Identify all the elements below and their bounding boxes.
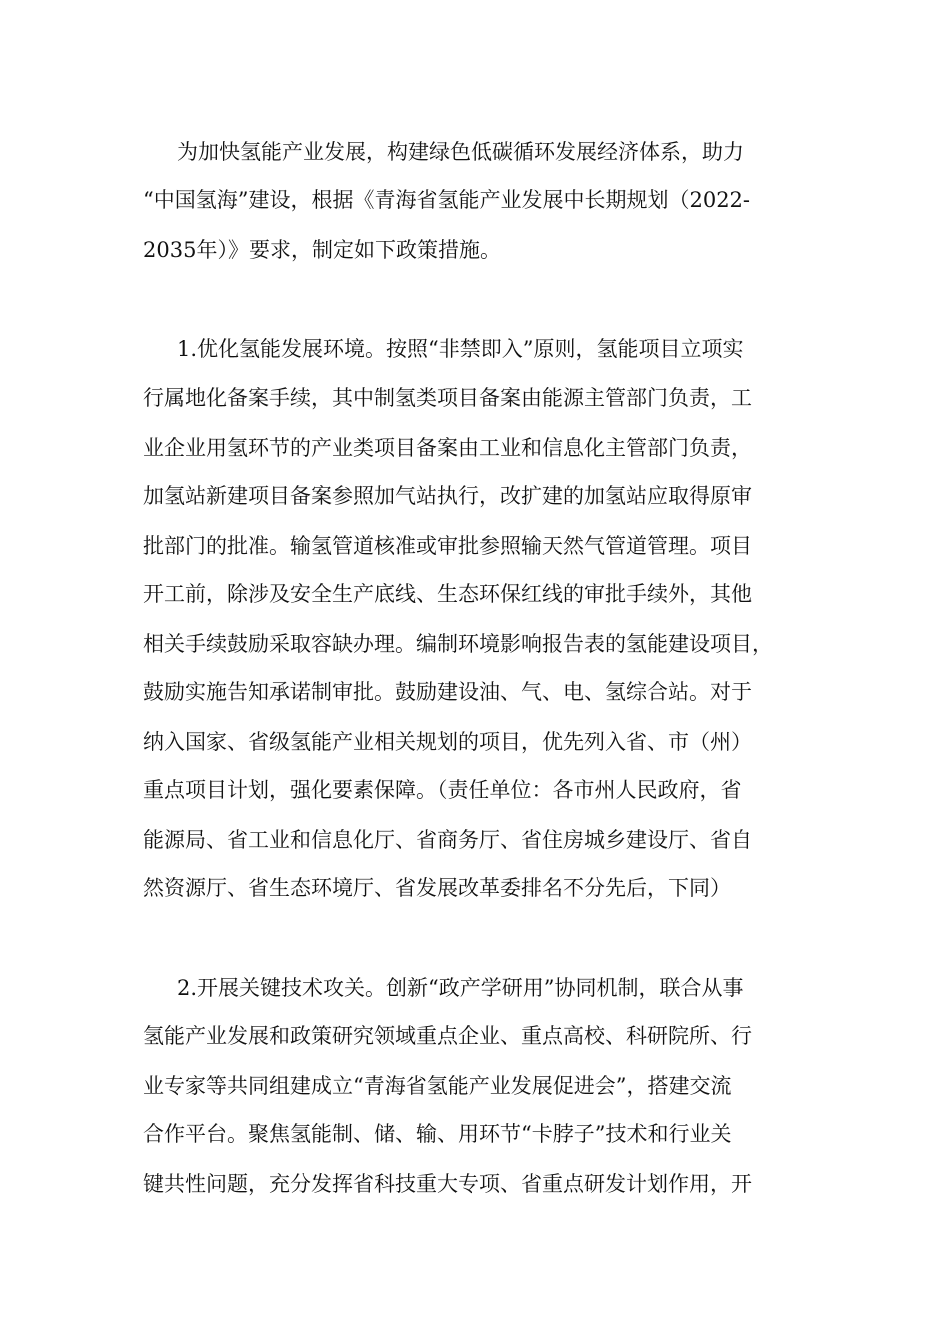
item1-line-9: 纳入国家、省级氢能产业相关规划的项目，优先列入省、市（州） — [143, 730, 752, 754]
intro-line-3: 2035年）》要求，制定如下政策措施。 — [143, 238, 501, 262]
item1-line-11: 能源局、省工业和信息化厅、省商务厅、省住房城乡建设厅、省自 — [143, 828, 752, 852]
item2-line-1: 2.开展关键技术攻关。创新“政产学研用”协同机制，联合从事 — [177, 976, 744, 1000]
item2-line-5: 键共性问题，充分发挥省科技重大专项、省重点研发计划作用，开 — [143, 1172, 752, 1196]
item1-line-8: 鼓励实施告知承诺制审批。鼓励建设油、气、电、氢综合站。对于 — [143, 680, 752, 704]
intro-line-2: “中国氢海”建设，根据《青海省氢能产业发展中长期规划（2022- — [143, 188, 751, 212]
item2-line-2: 氢能产业发展和政策研究领域重点企业、重点高校、科研院所、行 — [143, 1024, 752, 1048]
item1-line-3: 业企业用氢环节的产业类项目备案由工业和信息化主管部门负责， — [143, 436, 752, 460]
item1-line-5: 批部门的批准。输氢管道核准或审批参照输天然气管道管理。项目 — [143, 534, 752, 558]
item2-line-4: 合作平台。聚焦氢能制、储、输、用环节“卡脖子”技术和行业关 — [143, 1122, 732, 1146]
item1-line-7: 相关手续鼓励采取容缺办理。编制环境影响报告表的氢能建设项目， — [143, 632, 773, 656]
item1-line-1: 1.优化氢能发展环境。按照“非禁即入”原则，氢能项目立项实 — [177, 337, 744, 361]
item1-line-12: 然资源厅、省生态环境厅、省发展改革委排名不分先后，下同） — [143, 876, 731, 900]
item1-line-4: 加氢站新建项目备案参照加气站执行，改扩建的加氢站应取得原审 — [143, 484, 752, 508]
intro-line-1: 为加快氢能产业发展，构建绿色低碳循环发展经济体系，助力 — [177, 140, 744, 164]
item1-line-10: 重点项目计划，强化要素保障。（责任单位：各市州人民政府，省 — [143, 778, 742, 802]
item1-line-2: 行属地化备案手续，其中制氢类项目备案由能源主管部门负责，工 — [143, 386, 752, 410]
item1-line-6: 开工前，除涉及安全生产底线、生态环保红线的审批手续外，其他 — [143, 582, 752, 606]
item2-line-3: 业专家等共同组建成立“青海省氢能产业发展促进会”，搭建交流 — [143, 1074, 732, 1098]
